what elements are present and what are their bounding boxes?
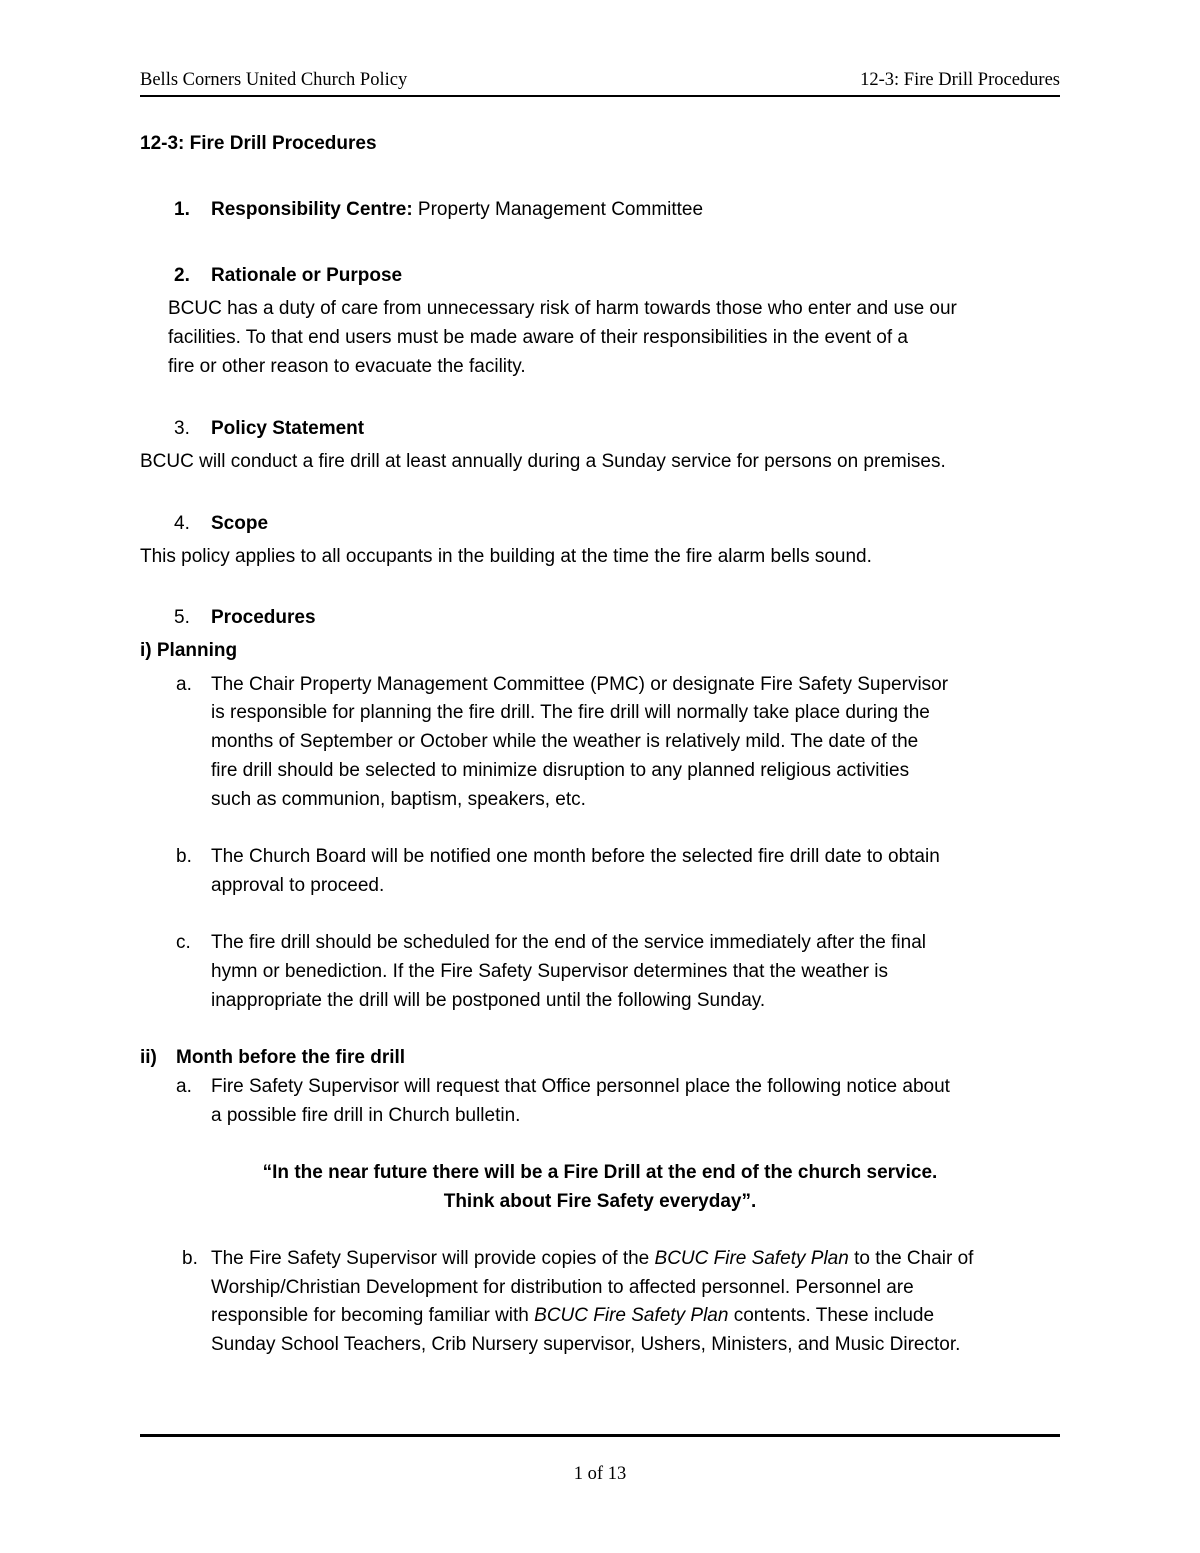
page-number: 1 of 13	[573, 1464, 627, 1484]
section-3-number: 3.	[174, 418, 190, 439]
section-2-text-line: BCUC has a duty of care from unnecessary risk of harm towards those who enter and use our	[168, 298, 957, 319]
section-2-text-line: fire or other reason to evacuate the facility.	[168, 356, 526, 377]
planning-c-line: hymn or benediction. If the Fire Safety Supervisor determines that the weather is	[211, 961, 888, 982]
planning-c-marker: c.	[176, 932, 191, 953]
planning-a-line: months of September or October while the weather is relatively mild. The date of the	[211, 731, 919, 752]
month-b-line: Worship/Christian Development for distribution to affected personnel. Personnel are	[211, 1277, 914, 1298]
header-rule	[140, 95, 1060, 97]
planning-b-line: The Church Board will be notified one month before the selected fire drill date to obtain	[211, 846, 940, 867]
planning-a-line: The Chair Property Management Committee (PMC) or designate Fire Safety Supervisor	[211, 674, 949, 695]
planning-b-marker: b.	[176, 846, 192, 867]
planning-heading: i) Planning	[140, 640, 238, 661]
planning-c-line: inappropriate the drill will be postponed until the following Sunday.	[211, 990, 766, 1011]
bulletin-notice-line: Think about Fire Safety everyday”.	[443, 1191, 757, 1212]
month-b-text: responsible for becoming familiar with	[211, 1305, 535, 1326]
page-title: 12-3: Fire Drill Procedures	[140, 133, 377, 154]
header-left-text: Bells Corners United Church Policy	[140, 70, 408, 90]
month-before-heading: Month before the fire drill	[176, 1047, 406, 1068]
footer-rule	[140, 1434, 1060, 1437]
month-b-text: The Fire Safety Supervisor will provide copies of the	[211, 1248, 655, 1269]
section-1-value: Property Management Committee	[412, 199, 704, 220]
section-4-number: 4.	[174, 513, 190, 534]
planning-a-line: such as communion, baptism, speakers, etc.	[211, 789, 586, 810]
bulletin-notice-line: “In the near future there will be a Fire Drill at the end of the church service.	[262, 1162, 938, 1183]
month-b-text: contents. These include	[728, 1305, 935, 1326]
section-2-text-line: facilities. To that end users must be made aware of their responsibilities in the event of a	[168, 327, 908, 348]
planning-c-line: The fire drill should be scheduled for the end of the service immediately after the final	[211, 932, 926, 953]
month-b-text: to the Chair of	[848, 1248, 974, 1269]
month-b-line	[211, 1304, 934, 1328]
planning-b-line: approval to proceed.	[211, 875, 385, 896]
section-3-heading: Policy Statement	[211, 418, 365, 439]
section-1-number: 1.	[174, 199, 190, 220]
month-before-number: ii)	[140, 1047, 157, 1068]
fire-safety-plan-title: BCUC Fire Safety Plan	[534, 1305, 729, 1326]
section-3-text: BCUC will conduct a fire drill at least annually during a Sunday service for persons on premises.	[140, 451, 946, 472]
fire-safety-plan-title: BCUC Fire Safety Plan	[654, 1248, 849, 1269]
section-1-line	[211, 198, 703, 222]
section-5-number: 5.	[174, 607, 190, 628]
section-4-text: This policy applies to all occupants in the building at the time the fire alarm bells sound.	[140, 546, 872, 567]
month-b-line: Sunday School Teachers, Crib Nursery supervisor, Ushers, Ministers, and Music Director.	[211, 1334, 961, 1355]
section-2-heading: Rationale or Purpose	[211, 265, 403, 286]
month-a-line: a possible fire drill in Church bulletin.	[211, 1105, 521, 1126]
month-b-marker: b.	[182, 1248, 198, 1269]
section-5-heading: Procedures	[211, 607, 316, 628]
section-1-label: Responsibility Centre:	[211, 199, 413, 220]
month-b-line	[211, 1247, 973, 1271]
planning-a-line: fire drill should be selected to minimize disruption to any planned religious activities	[211, 760, 910, 781]
section-4-heading: Scope	[211, 513, 269, 534]
month-a-line: Fire Safety Supervisor will request that Office personnel place the following notice about	[211, 1076, 950, 1097]
month-a-marker: a.	[176, 1076, 192, 1097]
section-2-number: 2.	[174, 265, 190, 286]
header-right-text: 12-3: Fire Drill Procedures	[860, 70, 1060, 90]
planning-a-line: is responsible for planning the fire drill. The fire drill will normally take place during the	[211, 702, 930, 723]
page-header	[140, 70, 1060, 94]
planning-a-marker: a.	[176, 674, 192, 695]
